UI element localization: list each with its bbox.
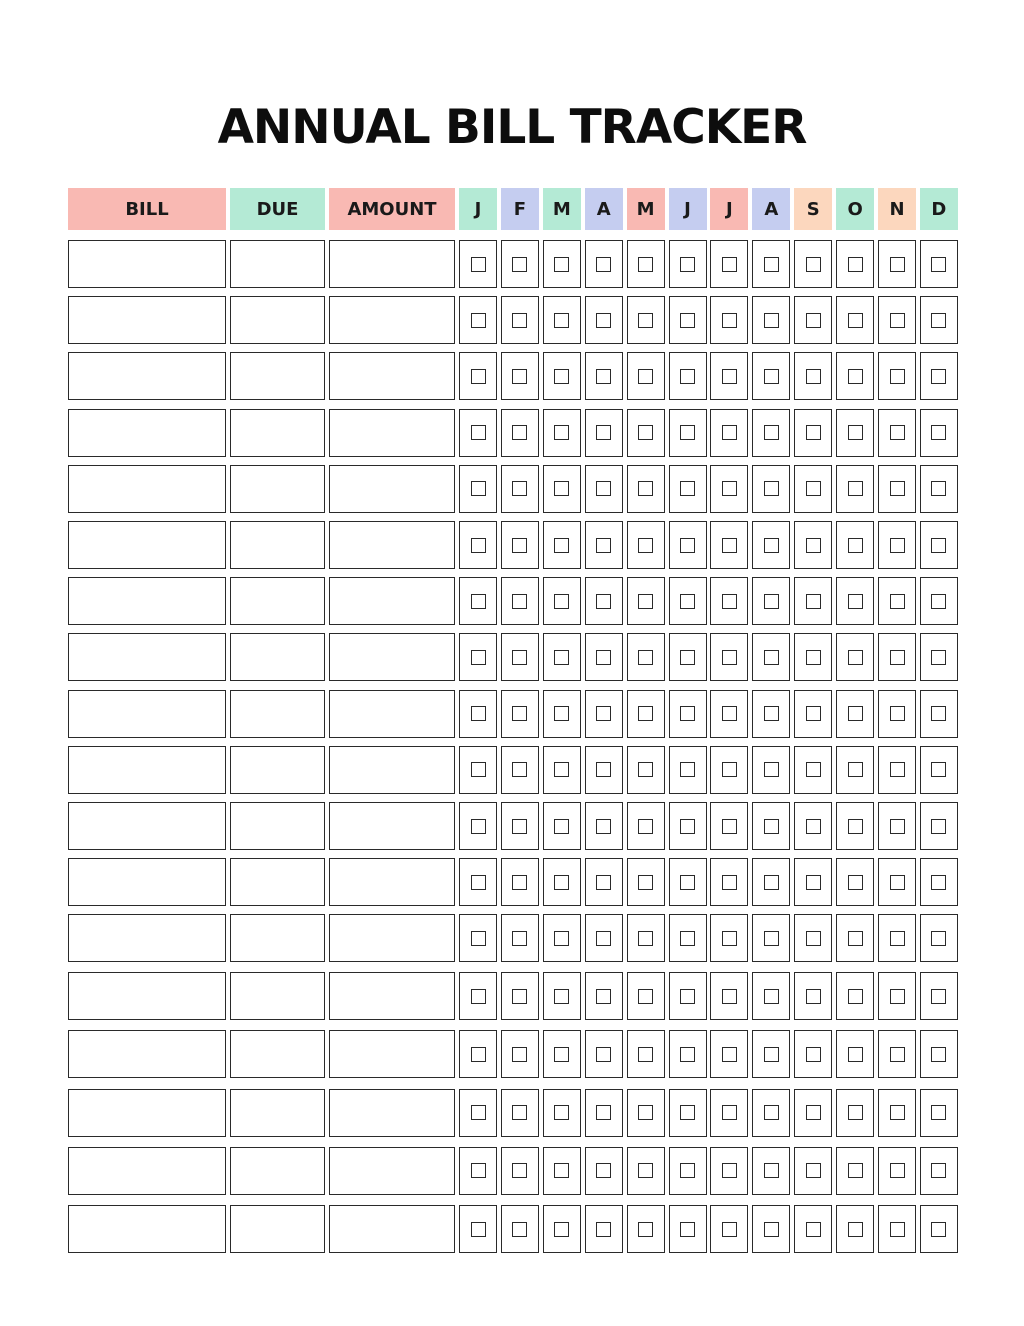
paid-checkbox[interactable] [806,762,821,777]
paid-checkbox[interactable] [638,538,653,553]
bill-name-field[interactable] [68,296,226,344]
month-header-1: J [459,188,497,230]
paid-checkbox[interactable] [764,819,779,834]
paid-checkbox[interactable] [554,875,569,890]
paid-checkbox[interactable] [680,706,695,721]
paid-checkbox[interactable] [596,875,611,890]
paid-checkbox[interactable] [931,257,946,272]
paid-checkbox[interactable] [512,313,527,328]
paid-checkbox[interactable] [554,481,569,496]
due-date-field[interactable] [230,296,325,344]
due-date-field[interactable] [230,972,325,1020]
paid-checkbox[interactable] [764,875,779,890]
paid-checkbox[interactable] [680,989,695,1004]
paid-checkbox[interactable] [638,1105,653,1120]
paid-checkbox[interactable] [680,425,695,440]
bill-name-field[interactable] [68,972,226,1020]
paid-checkbox[interactable] [512,762,527,777]
paid-checkbox[interactable] [890,989,905,1004]
paid-checkbox[interactable] [596,1105,611,1120]
paid-checkbox[interactable] [680,650,695,665]
due-date-field[interactable] [230,802,325,850]
paid-checkbox[interactable] [596,538,611,553]
paid-checkbox[interactable] [512,650,527,665]
paid-checkbox[interactable] [890,481,905,496]
bill-name-field[interactable] [68,1147,226,1195]
month-header-9: S [794,188,832,230]
paid-checkbox[interactable] [471,819,486,834]
paid-checkbox[interactable] [890,1105,905,1120]
paid-checkbox[interactable] [596,931,611,946]
paid-checkbox[interactable] [554,706,569,721]
bill-name-field[interactable] [68,1030,226,1078]
paid-checkbox[interactable] [638,313,653,328]
paid-checkbox[interactable] [848,706,863,721]
paid-checkbox[interactable] [848,650,863,665]
paid-checkbox[interactable] [722,1047,737,1062]
paid-checkbox[interactable] [890,762,905,777]
paid-checkbox[interactable] [596,425,611,440]
paid-checkbox[interactable] [722,481,737,496]
paid-checkbox[interactable] [848,1222,863,1237]
paid-checkbox[interactable] [764,538,779,553]
month-header-6: J [669,188,707,230]
paid-checkbox[interactable] [596,1163,611,1178]
month-header-2: F [501,188,539,230]
paid-checkbox[interactable] [680,481,695,496]
amount-field[interactable] [329,521,455,569]
paid-checkbox[interactable] [471,706,486,721]
paid-checkbox[interactable] [638,1222,653,1237]
paid-checkbox[interactable] [931,1163,946,1178]
paid-checkbox[interactable] [722,257,737,272]
paid-checkbox[interactable] [848,481,863,496]
paid-checkbox[interactable] [806,706,821,721]
paid-checkbox[interactable] [638,989,653,1004]
paid-checkbox[interactable] [931,989,946,1004]
paid-checkbox[interactable] [890,313,905,328]
paid-checkbox[interactable] [931,875,946,890]
due-date-field[interactable] [230,352,325,400]
month-header-11: N [878,188,916,230]
paid-checkbox[interactable] [848,425,863,440]
paid-checkbox[interactable] [680,1163,695,1178]
bill-name-field[interactable] [68,521,226,569]
paid-checkbox[interactable] [638,594,653,609]
paid-checkbox[interactable] [471,425,486,440]
paid-checkbox[interactable] [554,819,569,834]
paid-checkbox[interactable] [931,1047,946,1062]
paid-checkbox[interactable] [806,931,821,946]
paid-checkbox[interactable] [806,538,821,553]
paid-checkbox[interactable] [806,1222,821,1237]
paid-checkbox[interactable] [931,481,946,496]
paid-checkbox[interactable] [680,1047,695,1062]
amount-field[interactable] [329,409,455,457]
paid-checkbox[interactable] [638,425,653,440]
bill-name-field[interactable] [68,858,226,906]
paid-checkbox[interactable] [638,481,653,496]
due-date-field[interactable] [230,409,325,457]
bill-name-field[interactable] [68,914,226,962]
paid-checkbox[interactable] [848,931,863,946]
due-date-field[interactable] [230,240,325,288]
amount-field[interactable] [329,352,455,400]
paid-checkbox[interactable] [512,706,527,721]
paid-checkbox[interactable] [931,425,946,440]
bill-name-field[interactable] [68,465,226,513]
amount-field[interactable] [329,914,455,962]
paid-checkbox[interactable] [722,1222,737,1237]
paid-checkbox[interactable] [764,481,779,496]
bill-name-field[interactable] [68,409,226,457]
paid-checkbox[interactable] [931,594,946,609]
paid-checkbox[interactable] [848,538,863,553]
paid-checkbox[interactable] [931,650,946,665]
paid-checkbox[interactable] [554,538,569,553]
paid-checkbox[interactable] [596,1047,611,1062]
paid-checkbox[interactable] [890,875,905,890]
paid-checkbox[interactable] [471,650,486,665]
paid-checkbox[interactable] [471,1047,486,1062]
paid-checkbox[interactable] [848,1105,863,1120]
paid-checkbox[interactable] [554,257,569,272]
paid-checkbox[interactable] [638,369,653,384]
bill-name-field[interactable] [68,577,226,625]
paid-checkbox[interactable] [596,989,611,1004]
paid-checkbox[interactable] [890,1222,905,1237]
paid-checkbox[interactable] [512,1047,527,1062]
paid-checkbox[interactable] [680,257,695,272]
due-date-field[interactable] [230,577,325,625]
amount-field[interactable] [329,802,455,850]
due-date-field[interactable] [230,521,325,569]
paid-checkbox[interactable] [638,1047,653,1062]
paid-checkbox[interactable] [554,931,569,946]
paid-checkbox[interactable] [471,875,486,890]
amount-field[interactable] [329,746,455,794]
paid-checkbox[interactable] [638,706,653,721]
paid-checkbox[interactable] [931,931,946,946]
paid-checkbox[interactable] [764,425,779,440]
paid-checkbox[interactable] [722,313,737,328]
bill-name-field[interactable] [68,633,226,681]
paid-checkbox[interactable] [848,1047,863,1062]
paid-checkbox[interactable] [722,989,737,1004]
amount-field[interactable] [329,465,455,513]
paid-checkbox[interactable] [848,762,863,777]
paid-checkbox[interactable] [764,1222,779,1237]
paid-checkbox[interactable] [512,1222,527,1237]
paid-checkbox[interactable] [554,369,569,384]
column-header-bill: BILL [68,188,226,230]
paid-checkbox[interactable] [722,1163,737,1178]
paid-checkbox[interactable] [596,257,611,272]
paid-checkbox[interactable] [596,1222,611,1237]
amount-field[interactable] [329,1205,455,1253]
paid-checkbox[interactable] [554,425,569,440]
paid-checkbox[interactable] [596,313,611,328]
paid-checkbox[interactable] [806,257,821,272]
bill-name-field[interactable] [68,1089,226,1137]
paid-checkbox[interactable] [596,819,611,834]
paid-checkbox[interactable] [931,1222,946,1237]
paid-checkbox[interactable] [764,257,779,272]
paid-checkbox[interactable] [806,1163,821,1178]
due-date-field[interactable] [230,1030,325,1078]
amount-field[interactable] [329,858,455,906]
due-date-field[interactable] [230,1205,325,1253]
paid-checkbox[interactable] [554,1047,569,1062]
paid-checkbox[interactable] [471,931,486,946]
paid-checkbox[interactable] [680,313,695,328]
paid-checkbox[interactable] [890,1047,905,1062]
paid-checkbox[interactable] [931,762,946,777]
paid-checkbox[interactable] [722,1105,737,1120]
paid-checkbox[interactable] [722,875,737,890]
paid-checkbox[interactable] [596,762,611,777]
amount-field[interactable] [329,1089,455,1137]
paid-checkbox[interactable] [680,931,695,946]
paid-checkbox[interactable] [512,369,527,384]
bill-name-field[interactable] [68,746,226,794]
paid-checkbox[interactable] [471,989,486,1004]
paid-checkbox[interactable] [471,369,486,384]
paid-checkbox[interactable] [890,706,905,721]
paid-checkbox[interactable] [722,650,737,665]
paid-checkbox[interactable] [848,594,863,609]
paid-checkbox[interactable] [680,594,695,609]
paid-checkbox[interactable] [722,706,737,721]
paid-checkbox[interactable] [680,369,695,384]
paid-checkbox[interactable] [596,369,611,384]
paid-checkbox[interactable] [471,762,486,777]
paid-checkbox[interactable] [680,875,695,890]
paid-checkbox[interactable] [890,425,905,440]
paid-checkbox[interactable] [848,819,863,834]
paid-checkbox[interactable] [806,650,821,665]
paid-checkbox[interactable] [722,425,737,440]
column-header-amount: AMOUNT [329,188,455,230]
paid-checkbox[interactable] [806,1105,821,1120]
month-header-3: M [543,188,581,230]
paid-checkbox[interactable] [806,1047,821,1062]
paid-checkbox[interactable] [931,369,946,384]
paid-checkbox[interactable] [722,538,737,553]
column-header-due: DUE [230,188,325,230]
paid-checkbox[interactable] [890,931,905,946]
paid-checkbox[interactable] [890,257,905,272]
paid-checkbox[interactable] [638,875,653,890]
paid-checkbox[interactable] [554,989,569,1004]
paid-checkbox[interactable] [848,369,863,384]
paid-checkbox[interactable] [931,1105,946,1120]
month-header-8: A [752,188,790,230]
due-date-field[interactable] [230,858,325,906]
due-date-field[interactable] [230,633,325,681]
paid-checkbox[interactable] [471,1222,486,1237]
amount-field[interactable] [329,972,455,1020]
paid-checkbox[interactable] [848,1163,863,1178]
paid-checkbox[interactable] [512,481,527,496]
paid-checkbox[interactable] [512,875,527,890]
paid-checkbox[interactable] [680,819,695,834]
paid-checkbox[interactable] [848,989,863,1004]
paid-checkbox[interactable] [806,875,821,890]
paid-checkbox[interactable] [722,762,737,777]
amount-field[interactable] [329,1030,455,1078]
paid-checkbox[interactable] [806,481,821,496]
paid-checkbox[interactable] [722,931,737,946]
paid-checkbox[interactable] [806,425,821,440]
bill-name-field[interactable] [68,802,226,850]
paid-checkbox[interactable] [596,650,611,665]
paid-checkbox[interactable] [890,819,905,834]
due-date-field[interactable] [230,746,325,794]
paid-checkbox[interactable] [554,1163,569,1178]
paid-checkbox[interactable] [512,1163,527,1178]
due-date-field[interactable] [230,465,325,513]
month-header-5: M [627,188,665,230]
paid-checkbox[interactable] [848,875,863,890]
paid-checkbox[interactable] [806,594,821,609]
paid-checkbox[interactable] [680,1105,695,1120]
paid-checkbox[interactable] [471,1105,486,1120]
paid-checkbox[interactable] [596,706,611,721]
bill-name-field[interactable] [68,1205,226,1253]
paid-checkbox[interactable] [512,538,527,553]
paid-checkbox[interactable] [471,1163,486,1178]
paid-checkbox[interactable] [764,594,779,609]
paid-checkbox[interactable] [680,1222,695,1237]
month-header-12: D [920,188,958,230]
paid-checkbox[interactable] [596,481,611,496]
paid-checkbox[interactable] [554,313,569,328]
paid-checkbox[interactable] [764,706,779,721]
paid-checkbox[interactable] [931,538,946,553]
paid-checkbox[interactable] [638,650,653,665]
paid-checkbox[interactable] [722,594,737,609]
paid-checkbox[interactable] [764,313,779,328]
paid-checkbox[interactable] [471,481,486,496]
amount-field[interactable] [329,633,455,681]
paid-checkbox[interactable] [890,650,905,665]
due-date-field[interactable] [230,914,325,962]
paid-checkbox[interactable] [890,538,905,553]
due-date-field[interactable] [230,1147,325,1195]
paid-checkbox[interactable] [764,989,779,1004]
paid-checkbox[interactable] [512,594,527,609]
paid-checkbox[interactable] [764,1105,779,1120]
paid-checkbox[interactable] [471,594,486,609]
paid-checkbox[interactable] [680,762,695,777]
paid-checkbox[interactable] [722,819,737,834]
paid-checkbox[interactable] [554,1222,569,1237]
paid-checkbox[interactable] [638,931,653,946]
month-header-7: J [710,188,748,230]
paid-checkbox[interactable] [722,369,737,384]
paid-checkbox[interactable] [512,1105,527,1120]
paid-checkbox[interactable] [764,1047,779,1062]
paid-checkbox[interactable] [638,762,653,777]
paid-checkbox[interactable] [554,1105,569,1120]
bill-name-field[interactable] [68,240,226,288]
paid-checkbox[interactable] [554,594,569,609]
month-header-10: O [836,188,874,230]
paid-checkbox[interactable] [596,594,611,609]
paid-checkbox[interactable] [890,1163,905,1178]
paid-checkbox[interactable] [806,989,821,1004]
amount-field[interactable] [329,296,455,344]
paid-checkbox[interactable] [638,257,653,272]
due-date-field[interactable] [230,690,325,738]
amount-field[interactable] [329,577,455,625]
paid-checkbox[interactable] [764,1163,779,1178]
paid-checkbox[interactable] [806,819,821,834]
paid-checkbox[interactable] [848,257,863,272]
paid-checkbox[interactable] [512,819,527,834]
paid-checkbox[interactable] [512,425,527,440]
page-title: ANNUAL BILL TRACKER [217,100,807,155]
paid-checkbox[interactable] [931,313,946,328]
paid-checkbox[interactable] [764,369,779,384]
amount-field[interactable] [329,690,455,738]
paid-checkbox[interactable] [806,369,821,384]
due-date-field[interactable] [230,1089,325,1137]
paid-checkbox[interactable] [931,706,946,721]
bill-name-field[interactable] [68,352,226,400]
paid-checkbox[interactable] [890,369,905,384]
paid-checkbox[interactable] [471,257,486,272]
paid-checkbox[interactable] [471,313,486,328]
paid-checkbox[interactable] [638,819,653,834]
paid-checkbox[interactable] [512,989,527,1004]
paid-checkbox[interactable] [554,650,569,665]
paid-checkbox[interactable] [764,931,779,946]
paid-checkbox[interactable] [554,762,569,777]
paid-checkbox[interactable] [764,650,779,665]
paid-checkbox[interactable] [471,538,486,553]
paid-checkbox[interactable] [806,313,821,328]
amount-field[interactable] [329,1147,455,1195]
bill-name-field[interactable] [68,690,226,738]
paid-checkbox[interactable] [764,762,779,777]
amount-field[interactable] [329,240,455,288]
paid-checkbox[interactable] [890,594,905,609]
month-header-4: A [585,188,623,230]
paid-checkbox[interactable] [512,931,527,946]
paid-checkbox[interactable] [848,313,863,328]
paid-checkbox[interactable] [931,819,946,834]
paid-checkbox[interactable] [638,1163,653,1178]
paid-checkbox[interactable] [680,538,695,553]
paid-checkbox[interactable] [512,257,527,272]
